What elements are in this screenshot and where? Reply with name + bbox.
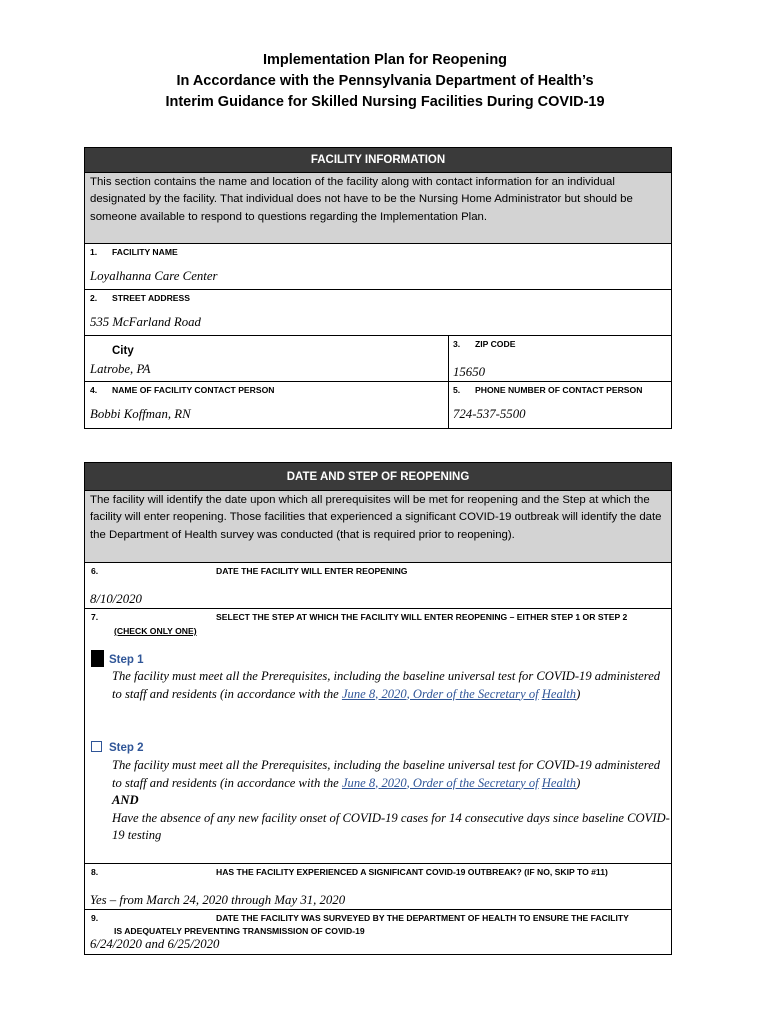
title-line-3: Interim Guidance for Skilled Nursing Facilities During COVID-19 [165, 94, 605, 110]
contact-cell [85, 382, 449, 428]
step-1-option[interactable] [91, 650, 671, 703]
survey-date-field[interactable]: 6/24/2020 and 6/25/2020 [90, 937, 220, 951]
step-2-option[interactable] [91, 739, 671, 845]
outbreak-field[interactable]: Yes – from March 24, 2020 through May 31, 2020 [90, 893, 346, 907]
facility-name-label: 1. FACILITY NAME [90, 247, 178, 257]
q7-number: 7. [91, 612, 99, 622]
city-zip-row [85, 336, 671, 382]
facility-name-row [85, 244, 671, 290]
q8-number: 8. [91, 867, 99, 877]
document-title [0, 50, 770, 113]
contact-person-field[interactable]: Bobbi Koffman, RN [90, 407, 191, 421]
reopening-description: The facility will identify the date upon which all prerequisites will be met for reopening and the Step at which the facility will enter reopening. Those facilities that experienced a significant COVID-19 outbreak will identify the date the Department of Health survey was conducted (that is required prior to reopening). [85, 491, 671, 563]
phone-field[interactable]: 724-537-5500 [453, 407, 526, 421]
city-label: City [112, 345, 134, 357]
q6-number: 6. [91, 566, 99, 576]
step-2-order-link-cont[interactable]: Health [541, 775, 577, 790]
step-1-order-link-cont[interactable]: Health [541, 686, 577, 701]
phone-cell [449, 382, 671, 428]
step-2-label: Step 2 [109, 742, 144, 754]
city-field[interactable]: Latrobe, PA [90, 362, 151, 376]
contact-row [85, 382, 671, 428]
survey-date-label-cont: IS ADEQUATELY PREVENTING TRANSMISSION OF COVID-19 [114, 926, 365, 936]
contact-person-label: 4. NAME OF FACILITY CONTACT PERSON [90, 385, 275, 395]
title-line-2: In Accordance with the Pennsylvania Department of Health’s [176, 73, 594, 89]
step-1-checkbox-checked-icon[interactable] [91, 650, 104, 667]
outbreak-label: HAS THE FACILITY EXPERIENCED A SIGNIFICANT COVID-19 OUTBREAK? (IF NO, SKIP TO #11) [216, 867, 608, 877]
check-only-one-note: (CHECK ONLY ONE) [114, 626, 197, 636]
survey-date-label: DATE THE FACILITY WAS SURVEYED BY THE DEPARTMENT OF HEALTH TO ENSURE THE FACILITY [216, 913, 629, 923]
outbreak-row [85, 864, 671, 910]
survey-date-row [85, 910, 671, 954]
reopening-table [84, 462, 672, 955]
phone-label: 5. PHONE NUMBER OF CONTACT PERSON [453, 385, 643, 395]
step-2-and: AND [112, 793, 139, 807]
q9-number: 9. [91, 913, 99, 923]
zip-field[interactable]: 15650 [453, 365, 485, 379]
reopening-date-label: DATE THE FACILITY WILL ENTER REOPENING [216, 566, 408, 576]
reopening-date-field[interactable]: 8/10/2020 [90, 592, 142, 606]
zip-label: 3. ZIP CODE [453, 339, 516, 349]
step-2-extra-requirement: Have the absence of any new facility onset of COVID-19 cases for 14 consecutive days since baseline COVID-19 testing [112, 810, 670, 842]
step-1-label: Step 1 [109, 654, 144, 666]
reopening-date-row [85, 563, 671, 609]
facility-section-header: FACILITY INFORMATION [85, 148, 671, 173]
zip-cell [449, 336, 671, 381]
reopening-step-row [85, 609, 671, 864]
street-address-field[interactable]: 535 McFarland Road [90, 315, 201, 329]
step-1-order-link[interactable]: June 8, 2020, Order of the Secretary of [341, 686, 539, 701]
title-line-1: Implementation Plan for Reopening [262, 52, 508, 68]
facility-information-table [84, 147, 672, 429]
city-cell [85, 336, 449, 381]
street-address-label: 2. STREET ADDRESS [90, 293, 190, 303]
step-2-order-link[interactable]: June 8, 2020, Order of the Secretary of [341, 775, 539, 790]
facility-description: This section contains the name and location of the facility along with contact information for an individual designated by the facility. That individual does not have to be the Nursing Home Administrator but should be someone available to respond to questions regarding the Implementation Plan. [85, 173, 671, 244]
step-2-description: The facility must meet all the Prerequisites, including the baseline universal test for COVID-19 administered to staff and residents (in accordance with the June 8, 2020, Order of the Secretary of Health) AND Have the absence of any new facility onset of COVID-19 cases for 14 consecutive days since baseline COVID-19 testing [112, 758, 670, 842]
step-2-checkbox-empty-icon[interactable] [91, 741, 102, 752]
facility-name-field[interactable]: Loyalhanna Care Center [90, 269, 218, 283]
reopening-section-header: DATE AND STEP OF REOPENING [85, 463, 671, 491]
reopening-step-label: SELECT THE STEP AT WHICH THE FACILITY WILL ENTER REOPENING – EITHER STEP 1 OR STEP 2 [216, 612, 628, 622]
street-address-row [85, 290, 671, 336]
step-1-description: The facility must meet all the Prerequisites, including the baseline universal test for COVID-19 administered to staff and residents (in accordance with the June 8, 2020, Order of the Secretary of Health) [112, 669, 661, 701]
